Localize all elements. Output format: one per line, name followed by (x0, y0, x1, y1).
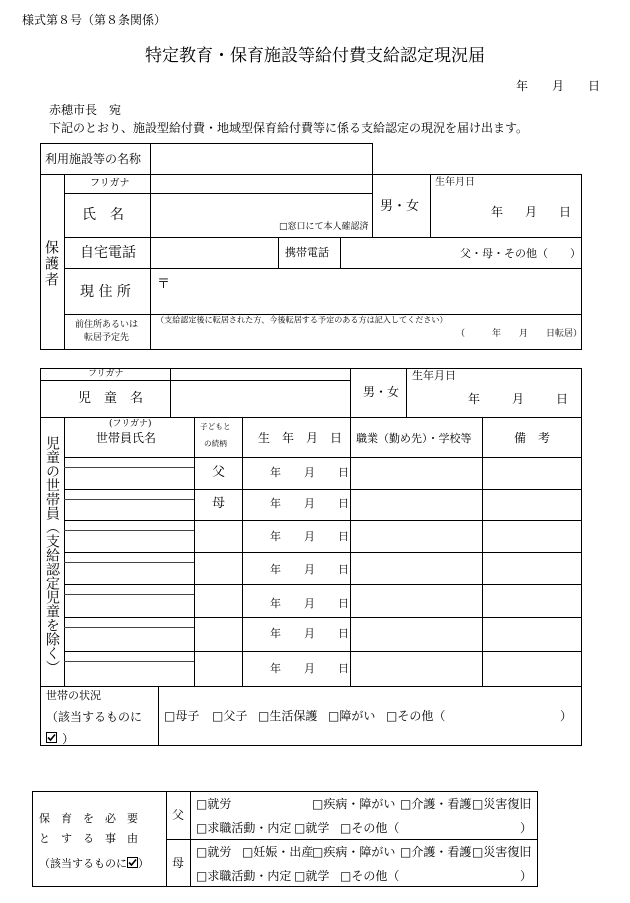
table-row: 年 月 日 (270, 662, 349, 675)
checked-box-icon (127, 853, 138, 872)
mother-reasons: □就労 □妊娠・出産 □疾病・障がい □介護・看護 □災害復旧 □求職活動・内定 □就学 □その他（ ） (196, 845, 533, 883)
reasons-label-2: と す る 事 由 (39, 832, 138, 845)
home-phone-field[interactable] (151, 238, 277, 267)
father-reason-work[interactable]: □就労 (196, 797, 232, 811)
address-label: 現 住 所 (80, 284, 131, 300)
household-section-label: 児童の世帯員（支給認定児童を除く） (44, 436, 60, 674)
child-name-label: 児 童 名 (78, 391, 144, 406)
col-member-name: 世帯員氏名 (96, 431, 157, 445)
move-date: （ 年 月 日転居） (456, 329, 583, 339)
child-birth-label: 生年月日 (412, 369, 456, 382)
child-furigana-field[interactable] (171, 369, 349, 379)
child-gender[interactable]: 男・女 (363, 385, 400, 399)
table-row: 父 年 月 日 (212, 465, 349, 480)
guardian-name-field[interactable] (151, 194, 371, 222)
mother-reason-illness[interactable]: □疾病・障がい (312, 845, 396, 859)
table-row: 年 月 日 (270, 563, 349, 576)
guardian-birth-label: 生年月日 (435, 177, 475, 188)
table-row: 年 月 日 (270, 530, 349, 543)
guardian-furigana-field[interactable] (151, 175, 371, 192)
status-option-other[interactable]: □その他（ (386, 709, 446, 723)
child-furigana-label: フリガナ (88, 369, 124, 379)
form-number: 様式第８号（第８条関係） (22, 13, 167, 27)
row-relation: 母 (212, 496, 226, 511)
prev-address-label-2: 転居予定先 (84, 333, 130, 343)
table-row: 母 年 月 日 (212, 496, 349, 511)
guardian-gender[interactable]: 男・女 (380, 199, 420, 214)
mother-reason-pregnancy[interactable]: □妊娠・出産 (242, 845, 314, 859)
mother-reason-care[interactable]: □介護・看護 (400, 845, 472, 859)
col-job: 職業（勤め先）・学校等 (356, 432, 472, 445)
page-title: 特定教育・保育施設等給付費支給認定現況届 (145, 46, 485, 66)
father-reason-care[interactable]: □介護・看護 (400, 797, 472, 811)
table-row: 年 月 日 (270, 597, 349, 610)
status-option-single-mother[interactable]: □母子 (164, 709, 200, 723)
status-label: 世帯の状況 (46, 689, 101, 702)
prev-address-label-1: 前住所あるいは (75, 320, 139, 330)
home-phone-label: 自宅電話 (80, 245, 136, 261)
row-relation: 父 (212, 465, 226, 480)
mother-reason-other[interactable]: □その他（ (340, 869, 400, 883)
father-reason-study[interactable]: □就学 (294, 821, 330, 835)
status-instruction: （該当するものに (46, 710, 143, 724)
facility-label: 利用施設等の名称 (45, 152, 142, 166)
table-row: 年 月 日 (270, 627, 349, 640)
status-option-single-father[interactable]: □父子 (212, 709, 248, 723)
intro-text: 下記のとおり、施設型給付費・地域型保育給付費等に係る支給認定の現況を届け出ます。 (49, 121, 529, 135)
addressee: 赤穂市長 宛 (49, 103, 122, 117)
father-label: 父 (172, 808, 185, 822)
father-reasons: □就労 □疾病・障がい □介護・看護 □災害復旧 □求職活動・内定 □就学 □その他（ ） (196, 797, 533, 835)
mother-reason-disaster[interactable]: □災害復旧 (472, 845, 532, 859)
father-reason-illness[interactable]: □疾病・障がい (312, 797, 396, 811)
child-name-field[interactable] (171, 381, 349, 416)
mother-label: 母 (172, 856, 185, 870)
father-reason-other[interactable]: □その他（ (340, 821, 400, 835)
col-furigana: (フリガナ) (109, 419, 152, 429)
relation-selector[interactable]: 父・母・その他（ ） (460, 247, 581, 260)
father-reason-job-seeking[interactable]: □求職活動・内定 (196, 821, 292, 835)
status-option-welfare[interactable]: □生活保護 (258, 709, 318, 723)
col-notes: 備 考 (514, 431, 551, 445)
col-relation-2: の続柄 (204, 440, 227, 449)
father-reason-disaster[interactable]: □災害復旧 (472, 797, 532, 811)
col-birth: 生 年 月 日 (258, 431, 343, 445)
reasons-instruction: （該当するものに ） (39, 852, 149, 872)
in-person-check[interactable]: □窓口にて本人確認済 (279, 222, 369, 232)
col-relation-1: 子どもと (200, 423, 231, 432)
guardian-name-label: 氏 名 (82, 207, 124, 223)
mother-reason-work[interactable]: □就労 (196, 845, 232, 859)
guardian-section-label: 保護者 (43, 240, 59, 288)
prev-address-note: （支給認定後に転居された方、今後転居する予定のある方は記入してください） (156, 316, 448, 326)
mobile-field[interactable] (341, 238, 451, 267)
prev-address-field[interactable] (151, 328, 451, 349)
status-option-disability[interactable]: □障がい (328, 709, 376, 723)
guardian-furigana-label: フリガナ (90, 178, 130, 189)
mother-reason-study[interactable]: □就学 (294, 869, 330, 883)
reasons-label-1: 保 育 を 必 要 (39, 812, 138, 825)
status-instruction-check: ） (46, 728, 74, 747)
mother-reason-job-seeking[interactable]: □求職活動・内定 (196, 869, 292, 883)
mobile-label: 携帯電話 (285, 246, 329, 259)
address-field[interactable] (172, 270, 580, 312)
facility-name-field[interactable] (151, 144, 372, 174)
postal-mark: 〒 (157, 277, 171, 292)
checked-box-icon (46, 728, 57, 747)
